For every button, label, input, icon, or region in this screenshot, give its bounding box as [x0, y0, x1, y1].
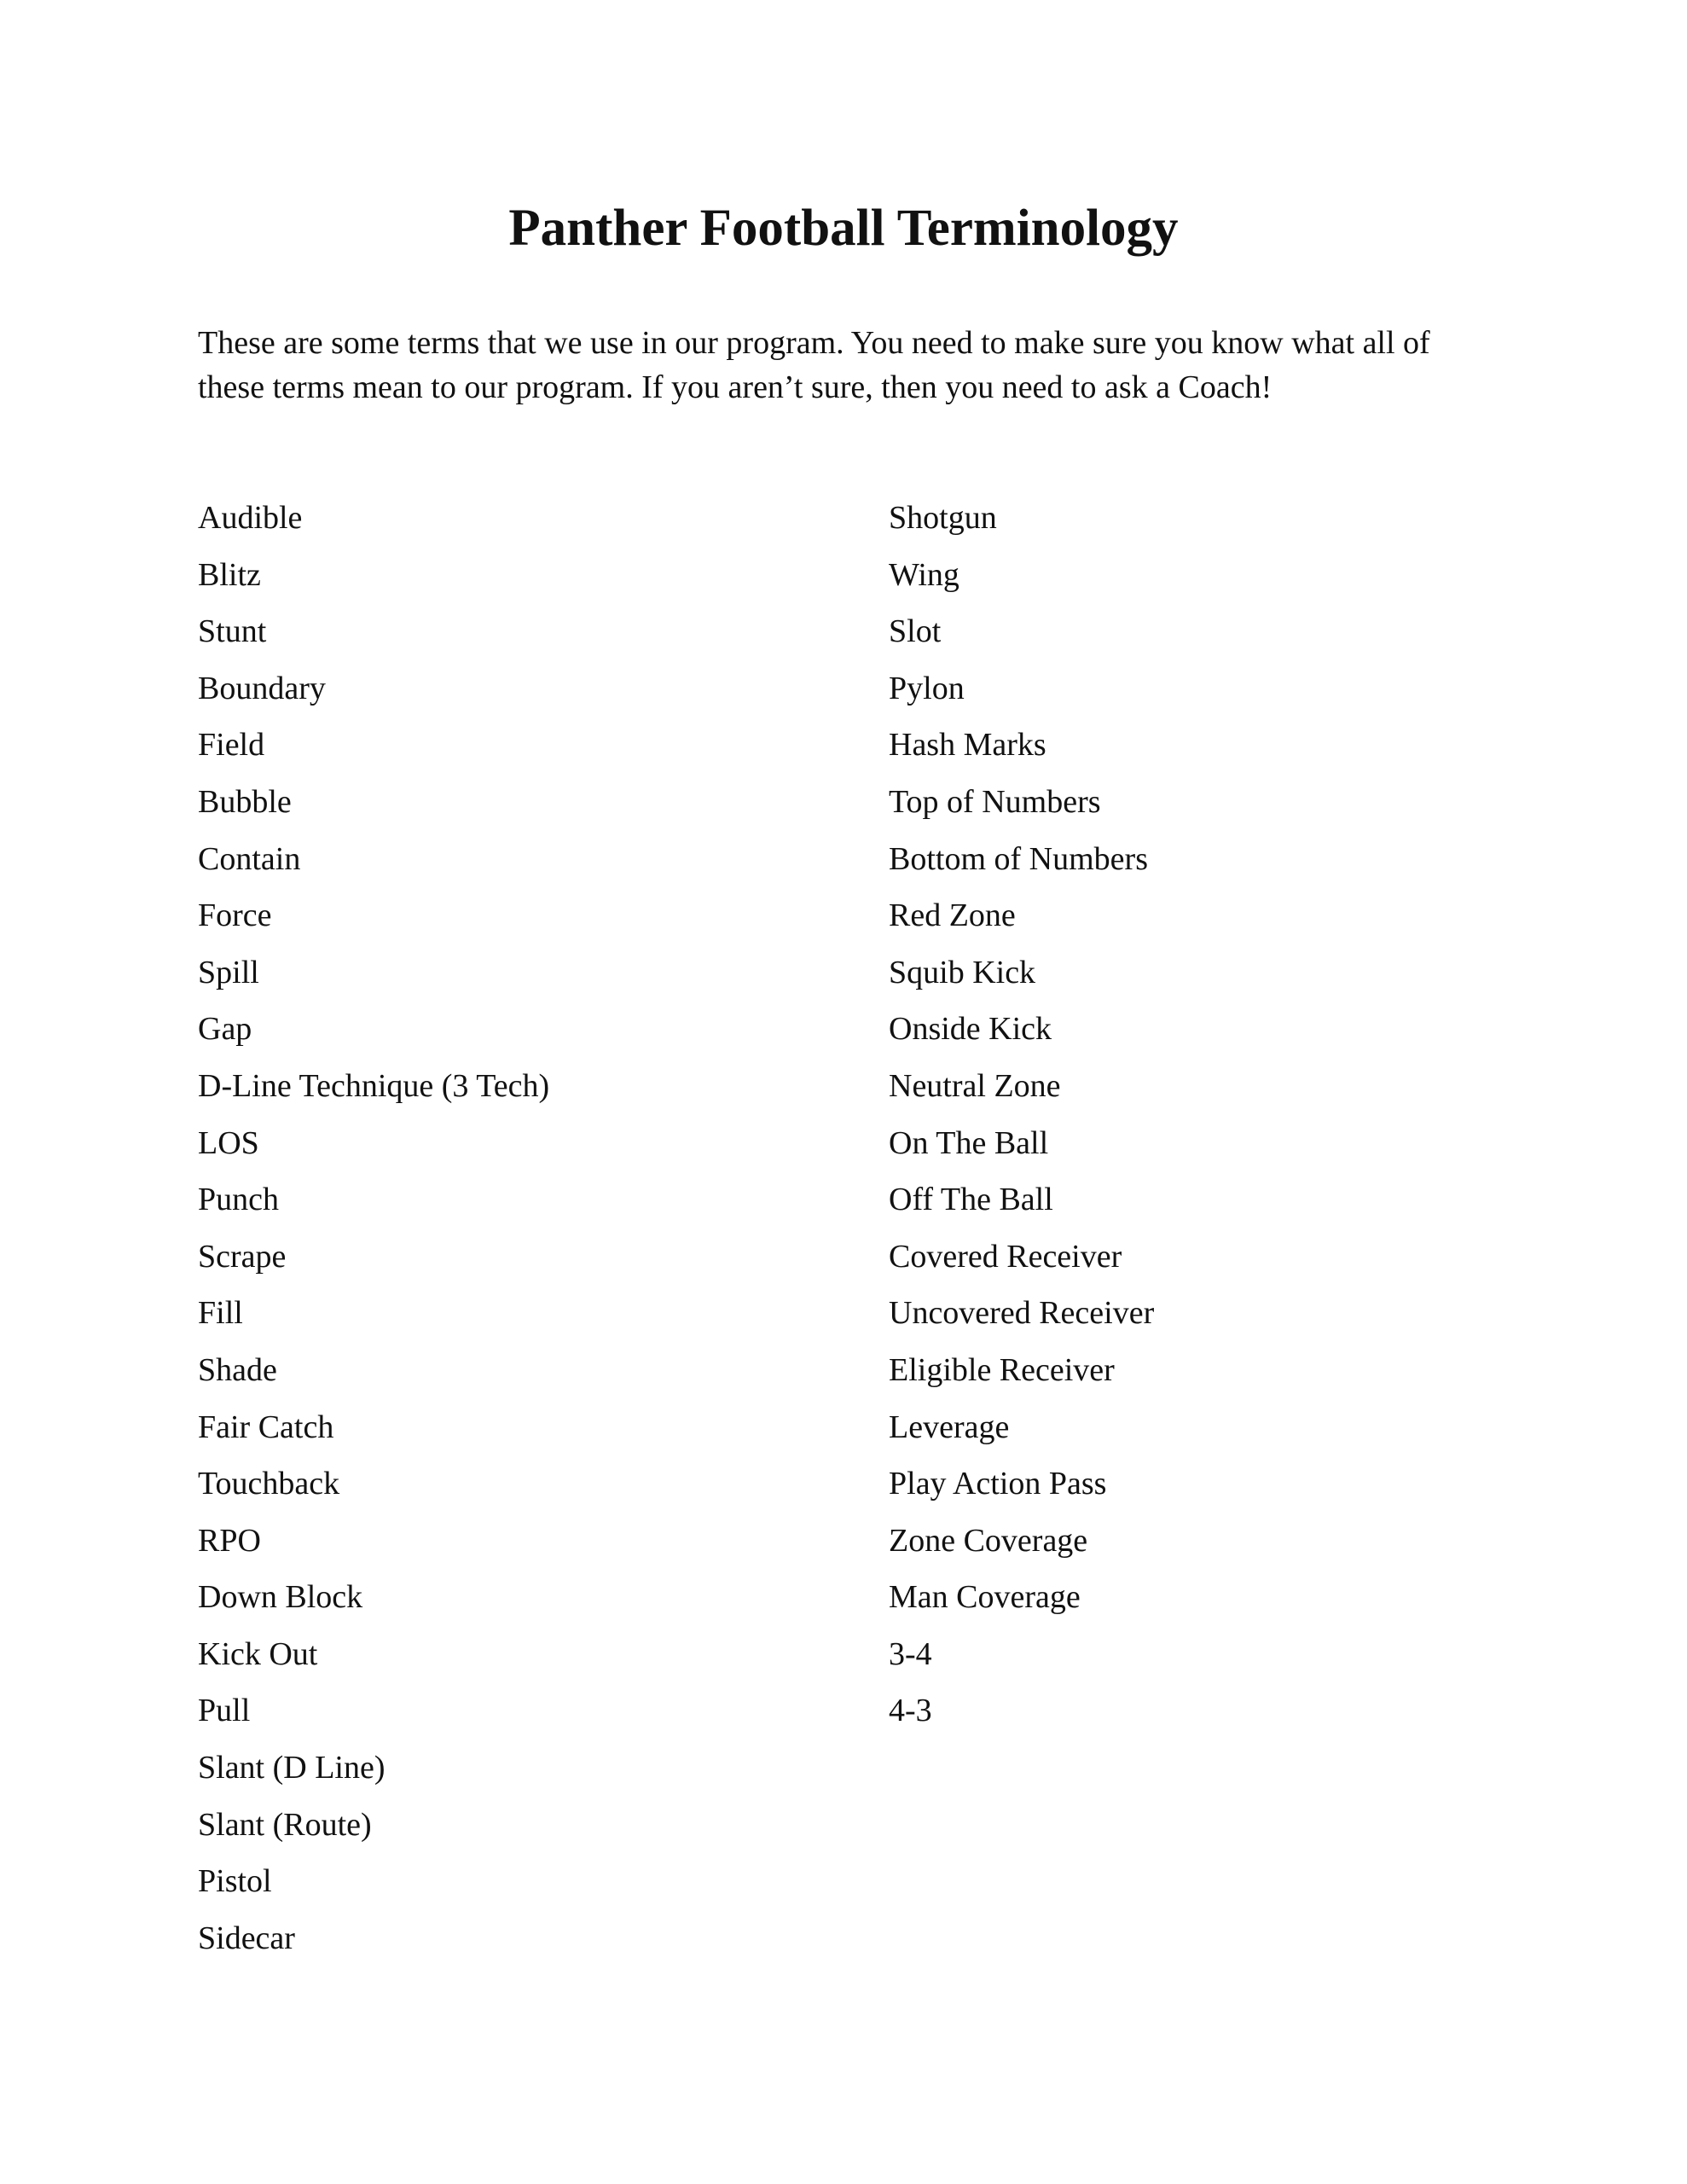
term-item: Pistol [198, 1863, 272, 1900]
term-item: Red Zone [889, 897, 1016, 934]
term-item: Neutral Zone [889, 1067, 1061, 1104]
term-item: Man Coverage [889, 1579, 1081, 1616]
term-item: Pylon [889, 670, 965, 706]
term-item: Bottom of Numbers [889, 840, 1148, 877]
terms-left-column [198, 492, 549, 1969]
term-item: Wing [889, 556, 959, 593]
term-item: Hash Marks [889, 727, 1046, 764]
term-item: Slant (Route) [198, 1806, 372, 1843]
term-item: Boundary [198, 670, 326, 706]
term-item: Spill [198, 954, 259, 990]
term-item: D-Line Technique (3 Tech) [198, 1067, 550, 1104]
term-item: Leverage [889, 1409, 1010, 1445]
term-item: On The Ball [889, 1124, 1049, 1161]
term-item: Audible [198, 500, 303, 536]
term-item: Punch [198, 1182, 279, 1218]
term-item: Force [198, 897, 272, 934]
term-item: Sidecar [198, 1920, 295, 1956]
intro-line: These are some terms that we use in our program. You need to make sure you know what all of [198, 325, 1430, 361]
term-item: Shotgun [889, 500, 997, 536]
page-title: Panther Football Terminology [508, 200, 1179, 257]
intro-paragraph [198, 321, 1511, 410]
term-item: Uncovered Receiver [889, 1295, 1155, 1332]
term-item: Stunt [198, 613, 267, 650]
term-item: Top of Numbers [889, 783, 1101, 820]
term-item: 3-4 [889, 1635, 932, 1672]
term-item: Slant (D Line) [198, 1750, 386, 1786]
term-item: Pull [198, 1693, 251, 1729]
term-item: Contain [198, 840, 301, 877]
intro-line: these terms mean to our program. If you aren’t sure, then you need to ask a Coach! [198, 369, 1272, 405]
term-item: RPO [198, 1522, 261, 1559]
term-item: LOS [198, 1124, 259, 1161]
term-item: Field [198, 727, 265, 764]
terms-right-column [889, 492, 1154, 1742]
term-item: Down Block [198, 1579, 363, 1616]
term-item: Zone Coverage [889, 1522, 1088, 1559]
term-item: Gap [198, 1011, 252, 1048]
term-item: Onside Kick [889, 1011, 1052, 1048]
term-item: Blitz [198, 556, 261, 593]
term-item: Bubble [198, 783, 292, 820]
term-item: Squib Kick [889, 954, 1036, 990]
term-item: Eligible Receiver [889, 1351, 1115, 1388]
term-item: 4-3 [889, 1693, 932, 1729]
term-item: Covered Receiver [889, 1238, 1122, 1275]
term-item: Kick Out [198, 1635, 318, 1672]
term-item: Slot [889, 613, 942, 650]
term-item: Off The Ball [889, 1182, 1053, 1218]
term-item: Scrape [198, 1238, 287, 1275]
term-item: Fair Catch [198, 1409, 334, 1445]
term-item: Touchback [198, 1466, 340, 1502]
term-item: Shade [198, 1351, 277, 1388]
term-item: Fill [198, 1295, 243, 1332]
term-item: Play Action Pass [889, 1466, 1107, 1502]
